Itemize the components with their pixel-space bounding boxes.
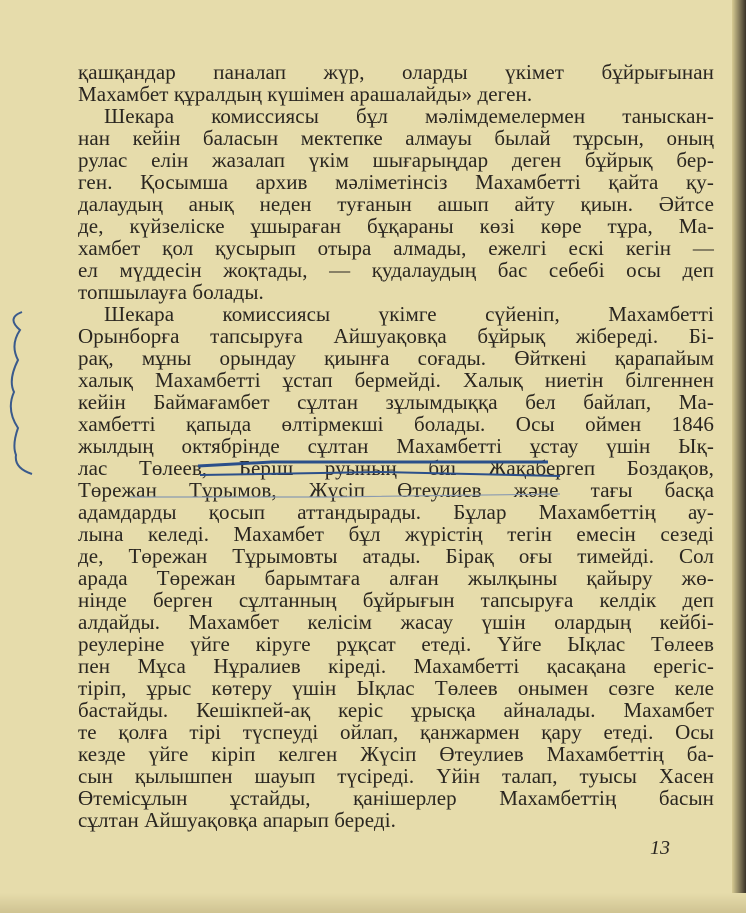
text-line: рулас елін жазалап үкім шығарыңдар деген бұйрық бер- xyxy=(78,148,714,172)
text-line: хамбет қол қусырып отыра алмады, ежелгі ескі кегін — xyxy=(78,236,714,260)
text-line: Орынборға тапсыруға Айшуақовқа бұйрық жібереді. Бі- xyxy=(78,324,714,348)
text-line: тіріп, ұрыс көтеру үшін Ықлас Төлеев онымен сөзге келе xyxy=(78,676,714,700)
text-line: Өтемісұлын ұстайды, қанішерлер Махамбеттің басын xyxy=(78,786,714,810)
text-line: топшылауға болады. xyxy=(78,280,264,304)
text-line: нінде берген сұлтанның бұйрығын тапсыруға келдік деп xyxy=(78,588,714,612)
pen-bracket-mark xyxy=(11,312,32,474)
text-line: рақ, мұны орындау қиынға соғады. Өйткені қарапайым xyxy=(78,346,714,370)
text-line: ген. Қосымша архив мәліметінсіз Махамбетті қайта қу- xyxy=(78,170,714,194)
text-line: кезде үйге кіріп келген Жүсіп Өтеулиев Махамбеттің ба- xyxy=(78,742,714,766)
text-line: Махамбет құралдың күшімен арашалайды» деген. xyxy=(78,82,533,106)
pen-underline-1 xyxy=(198,462,548,466)
text-line: реулеріне үйге кіруге рұқсат етеді. Үйге Ықлас Төлеев xyxy=(78,632,714,656)
text-line: арада Төрежан барымтаға алған жылқыны қайыру жө- xyxy=(78,566,714,590)
text-line: ел мүддесін жоқтады, — қудалаудың бас себебі осы деп xyxy=(78,258,714,282)
text-line: сұлтан Айшуақовқа апарып береді. xyxy=(78,808,396,832)
text-line: де, Төрежан Тұрымовты атады. Бірақ оғы тимейді. Сол xyxy=(78,544,714,568)
text-line: далаудың анық неден туғанын ашып айту қиын. Әйтсе xyxy=(78,192,714,216)
text-line: Төрежан Тұрымов, Жүсіп Өтеулиев және тағы басқа xyxy=(78,478,714,502)
text-line: алдайды. Махамбет келісім жасау үшін олардың кейбі- xyxy=(78,610,714,634)
text-line: кейін Баймағамбет сұлтан зұлымдыққа бел байлап, Ма- xyxy=(78,390,714,414)
text-line: халық Махамбетті ұстап бермейді. Халық ниетін білгеннен xyxy=(78,368,714,392)
text-line: жылдың октябрінде сұлтан Махамбетті ұстау үшін Ық- xyxy=(78,434,714,458)
text-line: пен Мұса Нұралиев кіреді. Махамбетті қасақана ерегіс- xyxy=(78,654,714,678)
text-line: адамдарды қосып аттандырады. Бұлар Махамбеттің ау- xyxy=(78,500,714,524)
text-line: лына келеді. Махамбет бұл жүрістің тегін емесін сезеді xyxy=(78,522,714,546)
text-line: Шекара комиссиясы үкімге сүйеніп, Махамбетті xyxy=(104,302,714,326)
text-line: де, күйзеліске ұшыраған бұқараны көзі көре тұра, Ма- xyxy=(78,214,714,238)
pen-underline-3 xyxy=(130,494,560,497)
text-line: лас Төлеев, Беріш руының биі Жақабергеп Боздақов, xyxy=(78,456,714,480)
text-line: бастайды. Кешікпей-ақ керіс ұрысқа айналады. Махамбет xyxy=(78,698,714,722)
text-line: сын қылышпен шауып түсіреді. Үйін талап, туысы Хасен xyxy=(78,764,714,788)
text-line: нан кейін баласын мектепке алмауы былай тұрсын, оның xyxy=(78,126,714,150)
page-number: 13 xyxy=(650,837,670,859)
text-line: хамбетті қапыда өлтірмекші болады. Осы оймен 1846 xyxy=(78,412,714,436)
pen-underline-2 xyxy=(200,472,560,476)
text-line: Шекара комиссиясы бұл мәлімдемелермен таныскан- xyxy=(104,104,714,128)
text-line: қашқандар паналап жүр, оларды үкімет бұйрығынан xyxy=(78,60,714,84)
text-line: те қолға тірі түспеуді ойлап, қанжармен қару етеді. Осы xyxy=(78,720,714,744)
